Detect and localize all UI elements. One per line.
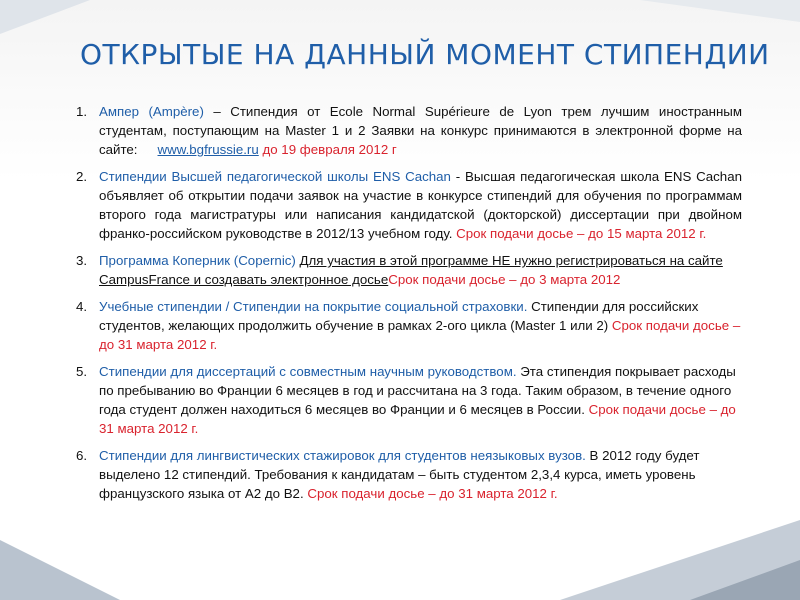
item-note: Для участия в этой программе НЕ нужно регистрироваться на сайте CampusFrance и создавать электронное досье <box>99 253 723 287</box>
item-name: Программа Коперник (Copernic) <box>99 253 296 268</box>
item-name: Ампер (Ampère) <box>99 104 204 119</box>
item-name: Учебные стипендии / Стипендии на покрытие социальной страховки. <box>99 299 528 314</box>
bottom-left-shape <box>0 540 120 600</box>
bgfrussie-link[interactable]: www.bgfrussie.ru <box>157 142 259 157</box>
item-number: 5. <box>76 364 88 379</box>
item-deadline: Срок подачи досье – до 31 марта 2012 г. <box>307 486 558 501</box>
list-item-joint-thesis <box>76 362 742 438</box>
item-number: 1. <box>76 104 88 119</box>
item-description: - Высшая педагогическая школа ENS Cachan объявляет об открытии подачи заявок на участие в конкурсе стипендий для обучения по программам второго года магистратуры или написания кандидатской (докторской) диссертации при двойном франко-российском руководстве в 2012/13 учебном году. <box>99 169 742 241</box>
item-number: 4. <box>76 299 88 314</box>
item-name: Стипендии Высшей педагогической школы ENS Cachan <box>99 169 451 184</box>
list-item-social-insurance <box>76 297 742 354</box>
list-item-copernic <box>76 251 742 289</box>
item-description: Стипендии для российских студентов, желающих продолжить обучение в рамках 2-ого цикла (Master 1 или 2) <box>99 299 699 333</box>
list-item-ampere <box>76 102 742 159</box>
item-number: 6. <box>76 448 88 463</box>
item-name: Стипендии для диссертаций с совместным научным руководством. <box>99 364 517 379</box>
item-deadline: Срок подачи досье – до 31 марта 2012 г. <box>99 402 736 436</box>
list-item-ens-cachan <box>76 167 742 243</box>
item-description: В 2012 году будет выделено 12 стипендий. Требования к кандидатам – быть студентом 2,3,4 курса, иметь уровень французского языка от А2 до В2. <box>99 448 700 501</box>
slide-title: ОТКРЫТЫЕ НА ДАННЫЙ МОМЕНТ СТИПЕНДИИ <box>80 38 770 71</box>
item-deadline: Срок подачи досье – до 31 марта 2012 г. <box>99 318 741 352</box>
top-left-shape <box>0 0 90 34</box>
item-name: Стипендии для лингвистических стажировок для студентов неязыковых вузов. <box>99 448 586 463</box>
top-right-shape <box>640 0 800 22</box>
item-deadline: Срок подачи досье – до 3 марта 2012 <box>388 272 621 287</box>
item-number: 3. <box>76 253 88 268</box>
item-deadline: до 19 февраля 2012 г <box>258 142 397 157</box>
scholarship-list <box>76 102 742 511</box>
list-item-linguistic-internship <box>76 446 742 503</box>
item-description: Эта стипендия покрывает расходы по пребыванию во Франции 6 месяцев в год и рассчитана на 3 года. Таким образом, в течение одного года студент должен находиться 6 месяцев во Франции и 6 месяцев в России. <box>99 364 736 417</box>
item-number: 2. <box>76 169 88 184</box>
item-description: – Стипендия от Ecole Normal Supérieure de Lyon трем лучшим иностранным студентам, поступающим на Master 1 и 2 Заявки на конкурс принимаются в электронной форме на сайте: <box>99 104 742 157</box>
item-deadline: Срок подачи досье – до 15 марта 2012 г. <box>456 226 707 241</box>
